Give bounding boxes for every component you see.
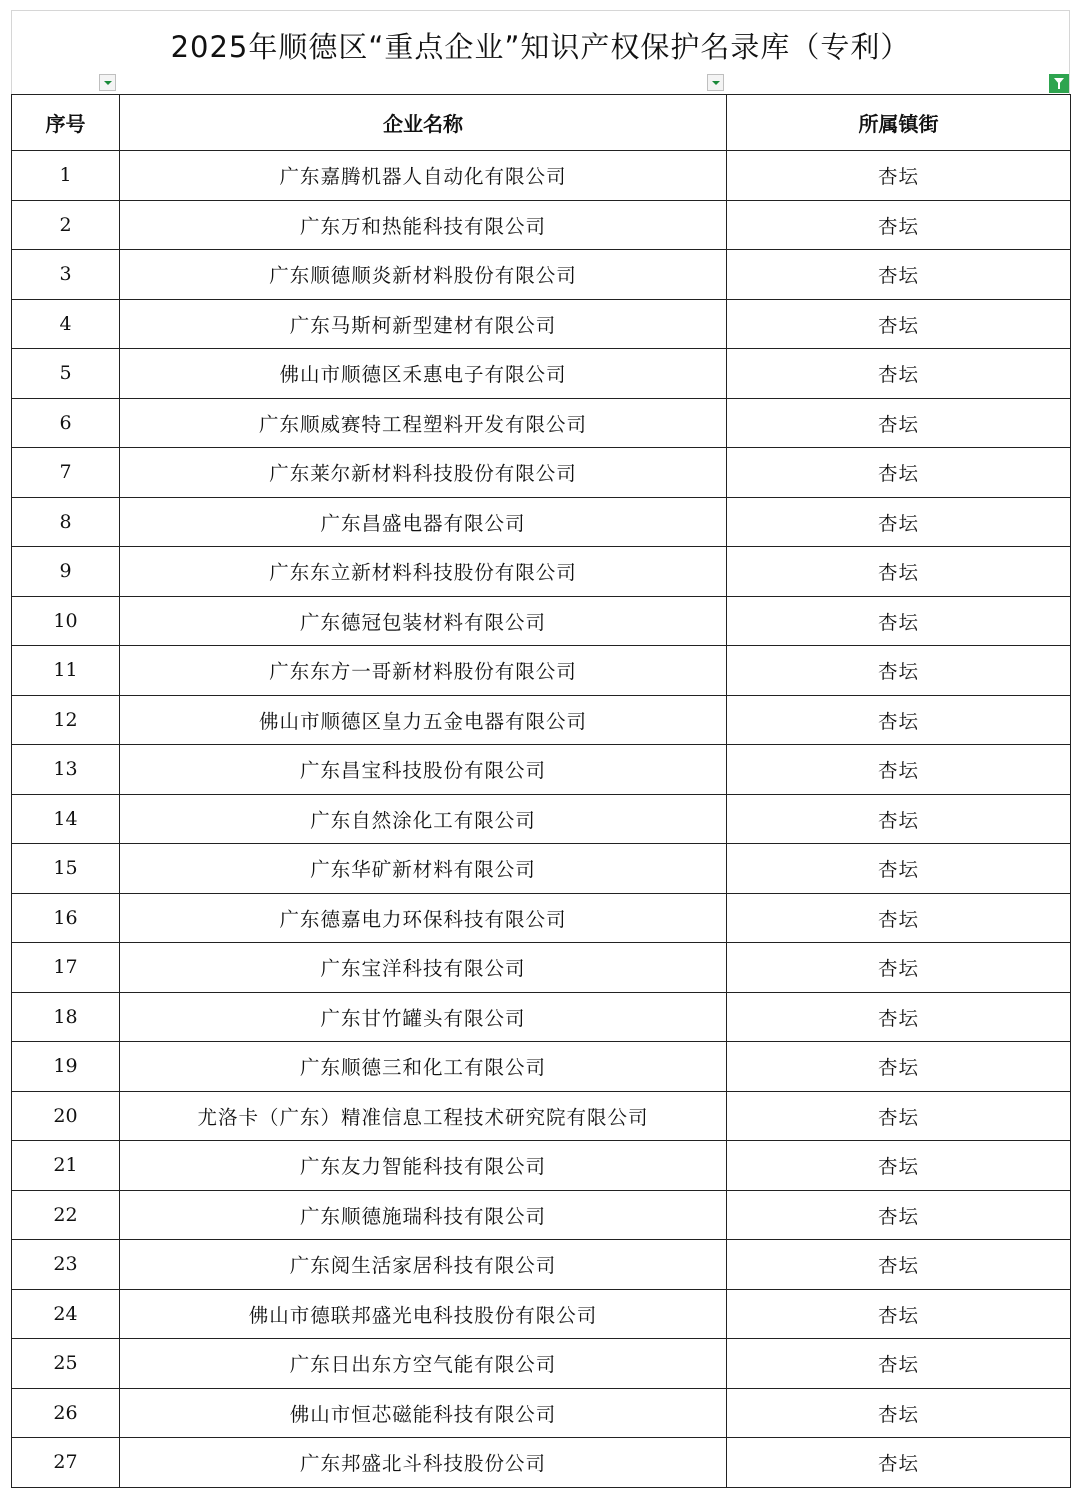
cell-company[interactable]: 佛山市德联邦盛光电科技股份有限公司 [120,1289,727,1339]
cell-company[interactable]: 广东甘竹罐头有限公司 [120,992,727,1042]
cell-company[interactable]: 广东东方一哥新材料股份有限公司 [120,646,727,696]
cell-town[interactable]: 杏坛 [727,151,1071,201]
table-row [12,893,1071,943]
cell-company[interactable]: 广东日出东方空气能有限公司 [120,1339,727,1389]
cell-company[interactable]: 佛山市恒芯磁能科技有限公司 [120,1388,727,1438]
cell-index[interactable]: 6 [12,398,120,448]
company-table [11,94,1071,1488]
cell-index[interactable]: 12 [12,695,120,745]
cell-town[interactable]: 杏坛 [727,794,1071,844]
cell-town[interactable]: 杏坛 [727,1388,1071,1438]
table-row [12,1091,1071,1141]
cell-company[interactable]: 广东阅生活家居科技有限公司 [120,1240,727,1290]
cell-index[interactable]: 3 [12,250,120,300]
cell-company[interactable]: 广东宝洋科技有限公司 [120,943,727,993]
cell-town[interactable]: 杏坛 [727,646,1071,696]
column-header-town[interactable]: 所属镇街 [727,95,1071,151]
cell-index[interactable]: 17 [12,943,120,993]
title-row [11,10,1070,94]
cell-town[interactable]: 杏坛 [727,943,1071,993]
cell-index[interactable]: 5 [12,349,120,399]
cell-index[interactable]: 23 [12,1240,120,1290]
cell-index[interactable]: 16 [12,893,120,943]
cell-town[interactable]: 杏坛 [727,1289,1071,1339]
header-row [12,95,1071,151]
cell-company[interactable]: 广东邦盛北斗科技股份公司 [120,1438,727,1488]
cell-town[interactable]: 杏坛 [727,1141,1071,1191]
cell-town[interactable]: 杏坛 [727,745,1071,795]
table-row [12,1289,1071,1339]
cell-index[interactable]: 10 [12,596,120,646]
cell-company[interactable]: 广东自然涂化工有限公司 [120,794,727,844]
table-row [12,250,1071,300]
cell-company[interactable]: 广东顺威赛特工程塑料开发有限公司 [120,398,727,448]
cell-index[interactable]: 19 [12,1042,120,1092]
spreadsheet [11,10,1070,1488]
table-row [12,1438,1071,1488]
cell-company[interactable]: 广东马斯柯新型建材有限公司 [120,299,727,349]
cell-company[interactable]: 广东东立新材料科技股份有限公司 [120,547,727,597]
cell-index[interactable]: 18 [12,992,120,1042]
cell-company[interactable]: 广东万和热能科技有限公司 [120,200,727,250]
table-row [12,1339,1071,1389]
cell-index[interactable]: 9 [12,547,120,597]
table-row [12,596,1071,646]
cell-index[interactable]: 21 [12,1141,120,1191]
table-row [12,1141,1071,1191]
table-row [12,646,1071,696]
cell-index[interactable]: 11 [12,646,120,696]
cell-town[interactable]: 杏坛 [727,893,1071,943]
cell-town[interactable]: 杏坛 [727,200,1071,250]
cell-company[interactable]: 广东德嘉电力环保科技有限公司 [120,893,727,943]
cell-index[interactable]: 25 [12,1339,120,1389]
cell-company[interactable]: 尤洛卡（广东）精准信息工程技术研究院有限公司 [120,1091,727,1141]
filter-dropdown-icon[interactable] [707,74,724,91]
cell-company[interactable]: 佛山市顺德区禾惠电子有限公司 [120,349,727,399]
cell-town[interactable]: 杏坛 [727,349,1071,399]
table-row [12,497,1071,547]
cell-company[interactable]: 广东昌宝科技股份有限公司 [120,745,727,795]
cell-town[interactable]: 杏坛 [727,844,1071,894]
table-row [12,992,1071,1042]
filter-dropdown-icon[interactable] [99,74,116,91]
column-header-index[interactable]: 序号 [12,95,120,151]
cell-index[interactable]: 26 [12,1388,120,1438]
active-filter-icon[interactable] [1049,74,1069,93]
cell-index[interactable]: 7 [12,448,120,498]
cell-index[interactable]: 14 [12,794,120,844]
column-header-company[interactable]: 企业名称 [120,95,727,151]
table-row [12,695,1071,745]
cell-town[interactable]: 杏坛 [727,448,1071,498]
cell-town[interactable]: 杏坛 [727,1438,1071,1488]
table-row [12,1042,1071,1092]
table-row [12,1240,1071,1290]
cell-index[interactable]: 24 [12,1289,120,1339]
cell-town[interactable]: 杏坛 [727,299,1071,349]
cell-index[interactable]: 1 [12,151,120,201]
cell-town[interactable]: 杏坛 [727,1190,1071,1240]
cell-company[interactable]: 广东莱尔新材料科技股份有限公司 [120,448,727,498]
table-row [12,844,1071,894]
cell-town[interactable]: 杏坛 [727,250,1071,300]
table-row [12,1190,1071,1240]
table-row [12,943,1071,993]
cell-index[interactable]: 8 [12,497,120,547]
cell-index[interactable]: 2 [12,200,120,250]
cell-town[interactable]: 杏坛 [727,1240,1071,1290]
cell-company[interactable]: 广东德冠包装材料有限公司 [120,596,727,646]
cell-index[interactable]: 27 [12,1438,120,1488]
page-title: 2025年顺德区“重点企业”知识产权保护名录库（专利） [170,30,911,64]
cell-index[interactable]: 4 [12,299,120,349]
cell-company[interactable]: 广东友力智能科技有限公司 [120,1141,727,1191]
cell-company[interactable]: 广东华矿新材料有限公司 [120,844,727,894]
table-row [12,547,1071,597]
table-row [12,448,1071,498]
table-row [12,745,1071,795]
cell-town[interactable]: 杏坛 [727,695,1071,745]
cell-town[interactable]: 杏坛 [727,992,1071,1042]
cell-company[interactable]: 佛山市顺德区皇力五金电器有限公司 [120,695,727,745]
cell-town[interactable]: 杏坛 [727,596,1071,646]
cell-index[interactable]: 20 [12,1091,120,1141]
cell-town[interactable]: 杏坛 [727,1042,1071,1092]
cell-company[interactable]: 广东顺德施瑞科技有限公司 [120,1190,727,1240]
cell-index[interactable]: 13 [12,745,120,795]
cell-town[interactable]: 杏坛 [727,547,1071,597]
cell-town[interactable]: 杏坛 [727,497,1071,547]
cell-company[interactable]: 广东顺德三和化工有限公司 [120,1042,727,1092]
cell-town[interactable]: 杏坛 [727,1091,1071,1141]
cell-index[interactable]: 15 [12,844,120,894]
cell-company[interactable]: 广东昌盛电器有限公司 [120,497,727,547]
table-row [12,1388,1071,1438]
cell-town[interactable]: 杏坛 [727,1339,1071,1389]
table-row [12,299,1071,349]
table-row [12,398,1071,448]
cell-company[interactable]: 广东嘉腾机器人自动化有限公司 [120,151,727,201]
cell-town[interactable]: 杏坛 [727,398,1071,448]
cell-index[interactable]: 22 [12,1190,120,1240]
table-row [12,200,1071,250]
cell-company[interactable]: 广东顺德顺炎新材料股份有限公司 [120,250,727,300]
table-row [12,794,1071,844]
table-row [12,151,1071,201]
table-row [12,349,1071,399]
